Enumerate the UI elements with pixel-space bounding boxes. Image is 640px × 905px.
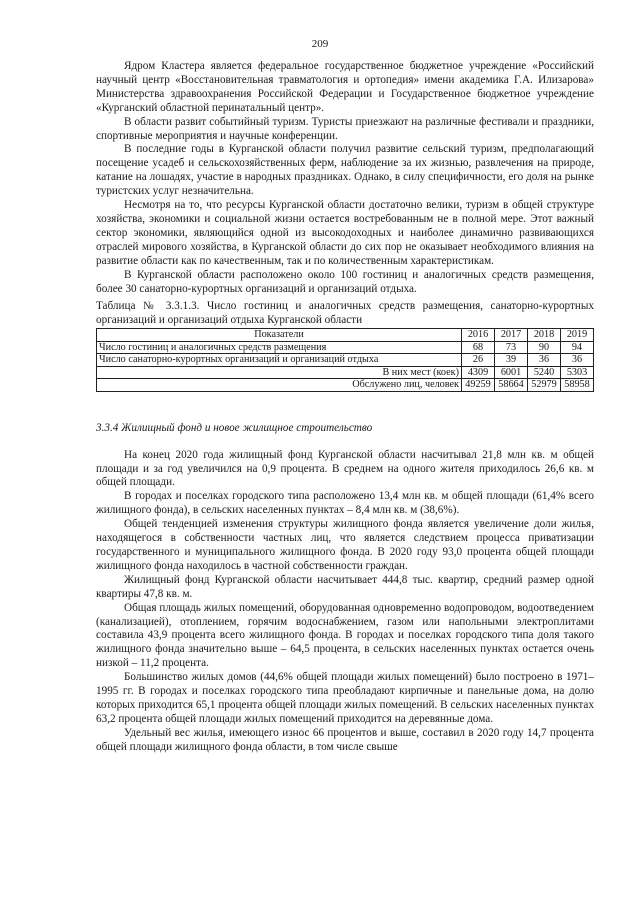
row-label: Число гостиниц и аналогичных средств размещения [97,341,462,354]
table-row [97,341,594,354]
table-cell: 68 [462,341,495,354]
table-cell: 4309 [462,366,495,379]
row-label: В них мест (коек) [97,366,462,379]
table-cell: 94 [561,341,594,354]
table-cell: 36 [528,354,561,367]
paragraph: Общая площадь жилых помещений, оборудованная одновременно водопроводом, водоотведением (канализацией), отоплением, горячим водоснабжением, газом или напольными электроплитами составила 43,9 процента всего жилищного фонда. В городах и поселках городского типа доля такого жилищного фонда значительно выше – 64,5 процента, в сельских населенных пунктах остается очень низкой – 11,2 процента. [96,601,594,670]
paragraph: На конец 2020 года жилищный фонд Курганской области насчитывал 21,8 млн кв. м общей площади и за год увеличился на 0,9 процента. В среднем на одного жителя приходилось 26,6 кв. м общей площади. [96,448,594,489]
table-row [97,379,594,392]
table-cell: 49259 [462,379,495,392]
table-caption: Таблица № 3.3.1.3. Число гостиниц и аналогичных средств размещения, санаторно-курортных организаций и организаций отдыха Курганской области [96,300,594,327]
table-cell: 6001 [495,366,528,379]
table-cell: 26 [462,354,495,367]
table-cell: 73 [495,341,528,354]
paragraph: Жилищный фонд Курганской области насчитывает 444,8 тыс. квартир, средний размер одной квартиры 47,8 кв. м. [96,573,594,600]
table-row [97,366,594,379]
table-cell: 58958 [561,379,594,392]
paragraph: В области развит событийный туризм. Туристы приезжают на различные фестивали и праздники, спортивные мероприятия и научные конференции. [96,115,594,142]
table-header-row [97,329,594,342]
page-content [96,60,594,755]
paragraph: В городах и поселках городского типа расположено 13,4 млн кв. м общей площади (61,4% всего жилищного фонда), в сельских населенных пунктах – 8,4 млн кв. м (38,6%). [96,490,594,517]
paragraph: В Курганской области расположено около 100 гостиниц и аналогичных средств размещения, более 30 санаторно-курортных организаций и организаций отдыха. [96,268,594,295]
header-cell: Показатели [97,329,462,342]
header-cell: 2016 [462,329,495,342]
header-cell: 2019 [561,329,594,342]
table-cell: 36 [561,354,594,367]
row-label: Обслужено лиц, человек [97,379,462,392]
section-heading: 3.3.4 Жилищный фонд и новое жилищное строительство [96,421,373,434]
table-cell: 58664 [495,379,528,392]
table-cell: 5240 [528,366,561,379]
table-cell: 90 [528,341,561,354]
paragraph: Удельный вес жилья, имеющего износ 66 процентов и выше, составил в 2020 году 14,7 процента общей площади жилищного фонда области, в том числе свыше [96,726,594,753]
table-row [97,354,594,367]
data-table [96,328,594,392]
paragraph: Общей тенденцией изменения структуры жилищного фонда является увеличение доли жилья, находящегося в собственности частных лиц, что является следствием процесса приватизации государственного и муниципального жилищного фонда. В 2020 году 93,0 процента общей площади жилищного фонда находилось в частной собственности граждан. [96,518,594,572]
header-cell: 2018 [528,329,561,342]
table-cell: 39 [495,354,528,367]
page-number: 209 [311,38,329,50]
paragraph: Большинство жилых домов (44,6% общей площади жилых помещений) было построено в 1971–1995 гг. В городах и поселках городского типа преобладают кирпичные и панельные дома, на долю которых приходится 65,1 процента общей площади жилых помещений. В сельских населенных пунктах 63,2 процента общей площади жилых помещений приходится на деревянные дома. [96,671,594,725]
table-cell: 52979 [528,379,561,392]
table-cell: 5303 [561,366,594,379]
paragraph: Ядром Кластера является федеральное государственное бюджетное учреждение «Российский научный центр «Восстановительная травматология и ортопедия» имени академика Г.А. Илизарова» Министерства здравоохранения Российской Федерации и Государственное бюджетное учреждение «Курганский областной перинатальный центр». [96,60,594,114]
header-cell: 2017 [495,329,528,342]
paragraph: В последние годы в Курганской области получил развитие сельский туризм, предполагающий посещение усадеб и сельскохозяйственных ферм, наблюдение за их жизнью, развлечения на природе, катание на лошадях, участие в народных праздниках. Однако, в силу специфичности, его доля на рынке туристских услуг незначительна. [96,143,594,198]
row-label: Число санаторно-курортных организаций и организаций отдыха [97,354,462,367]
paragraph: Несмотря на то, что ресурсы Курганской области достаточно велики, туризм в общей структуре хозяйства, экономики и социальной жизни остается востребованным не в полной мере. Этот важный сектор экономики, являющийся одной из высокодоходных и наиболее динамично развивающихся отраслей мирового хозяйства, в Курганской области до сих пор не оказывает необходимого влияния на развитие области как по качественным, так и по количественным характеристикам. [96,199,594,267]
